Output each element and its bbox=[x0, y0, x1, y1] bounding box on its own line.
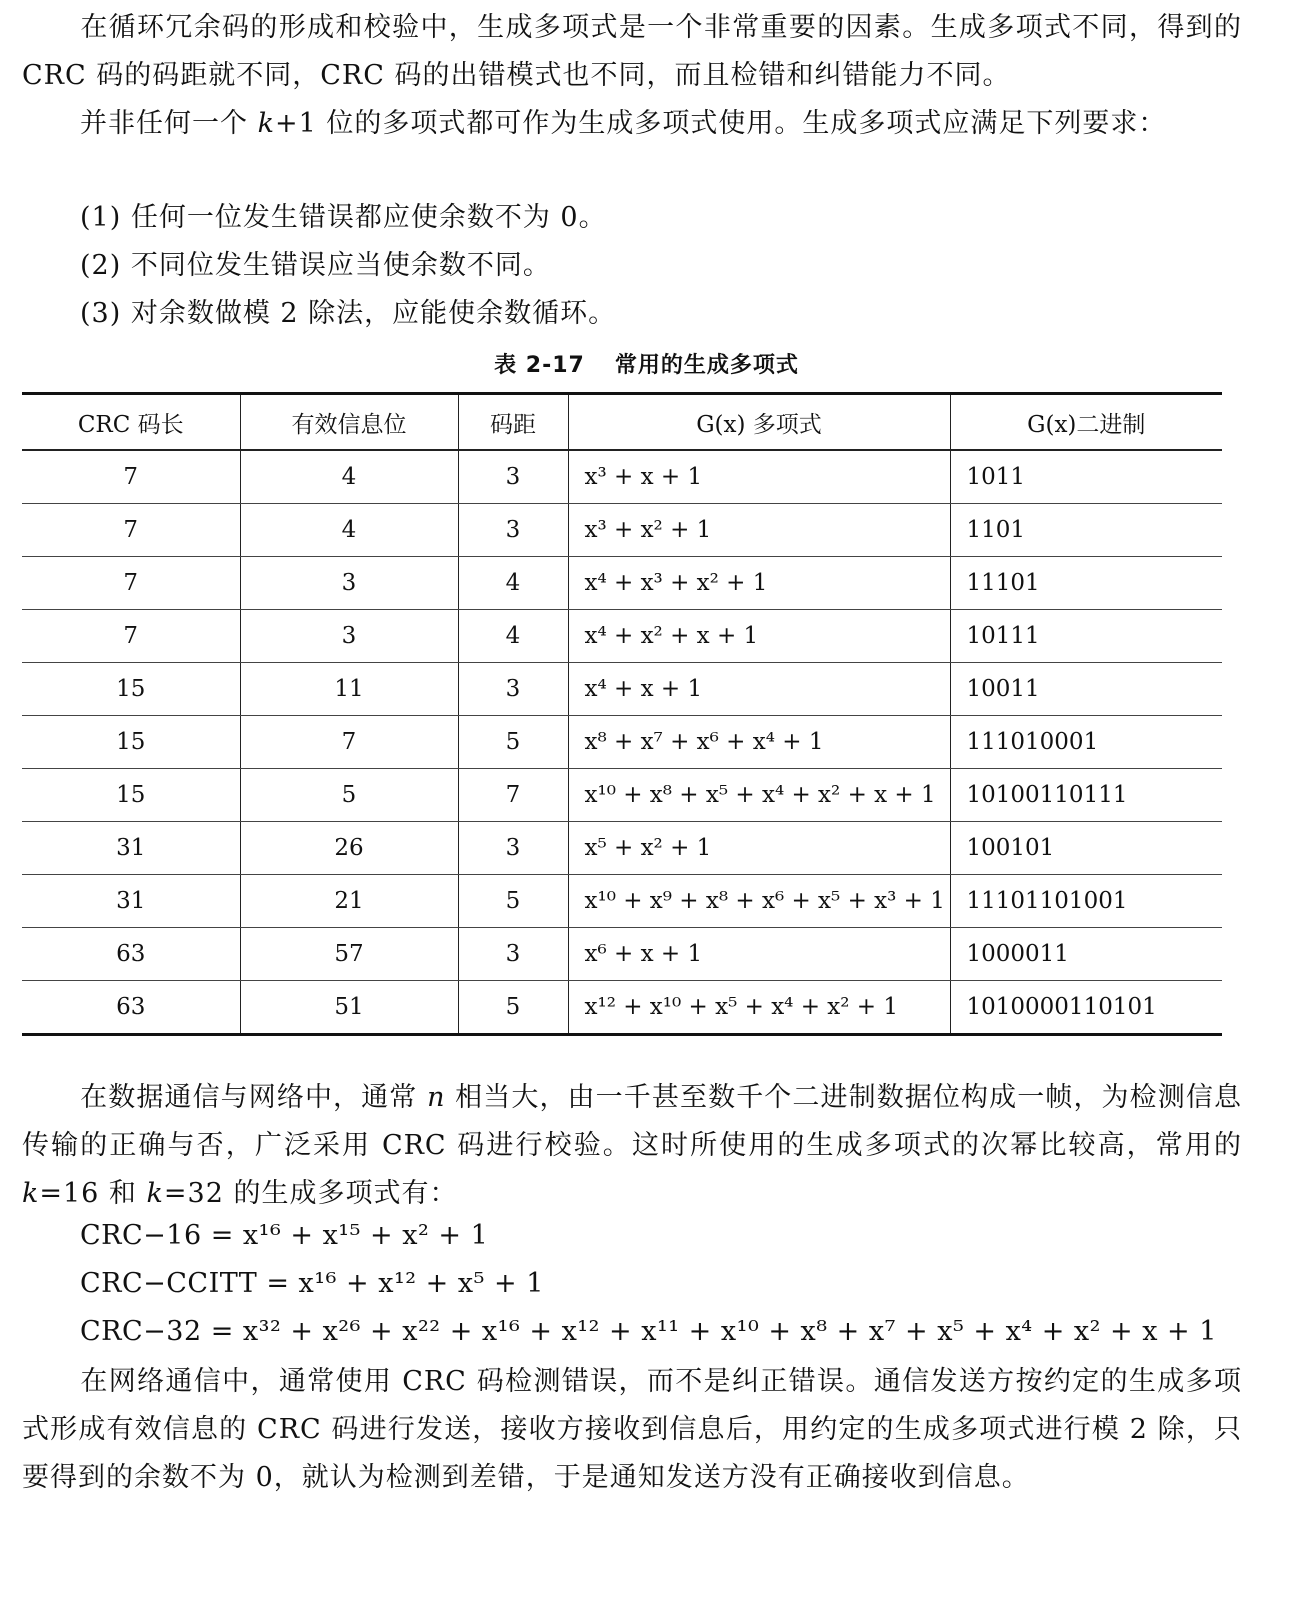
cell-crc-length: 7 bbox=[22, 450, 240, 504]
cell-binary: 10100110111 bbox=[950, 769, 1222, 822]
header-crc-length: CRC 码长 bbox=[22, 394, 240, 451]
table-row bbox=[22, 716, 1222, 769]
cell-info-bits: 51 bbox=[240, 981, 458, 1035]
cell-info-bits: 3 bbox=[240, 557, 458, 610]
cell-distance: 4 bbox=[458, 610, 568, 663]
cell-crc-length: 15 bbox=[22, 716, 240, 769]
cell-polynomial: x⁴ + x² + x + 1 bbox=[568, 610, 950, 663]
cell-binary: 11101 bbox=[950, 557, 1222, 610]
cell-binary: 10111 bbox=[950, 610, 1222, 663]
table-row bbox=[22, 822, 1222, 875]
header-polynomial: G(x) 多项式 bbox=[568, 394, 950, 451]
cell-polynomial: x³ + x² + 1 bbox=[568, 504, 950, 557]
table-caption-text: 常用的生成多项式 bbox=[614, 353, 799, 378]
cell-info-bits: 26 bbox=[240, 822, 458, 875]
cell-polynomial: x⁸ + x⁷ + x⁶ + x⁴ + 1 bbox=[568, 716, 950, 769]
intro-paragraph-2: 并非任何一个 k+1 位的多项式都可作为生成多项式使用。生成多项式应满足下列要求： bbox=[80, 108, 1167, 139]
cell-crc-length: 31 bbox=[22, 822, 240, 875]
table-row bbox=[22, 450, 1222, 504]
cell-binary: 11101101001 bbox=[950, 875, 1222, 928]
table-header-row bbox=[22, 394, 1222, 451]
cell-info-bits: 4 bbox=[240, 504, 458, 557]
table-row bbox=[22, 557, 1222, 610]
header-binary: G(x)二进制 bbox=[950, 394, 1222, 451]
requirement-item-1: (1) 任何一位发生错误都应使余数不为 0。 bbox=[80, 202, 607, 233]
cell-binary: 100101 bbox=[950, 822, 1222, 875]
cell-distance: 3 bbox=[458, 928, 568, 981]
cell-polynomial: x³ + x + 1 bbox=[568, 450, 950, 504]
requirement-item-3: (3) 对余数做模 2 除法，应能使余数循环。 bbox=[80, 298, 617, 329]
cell-binary: 1101 bbox=[950, 504, 1222, 557]
cell-distance: 3 bbox=[458, 504, 568, 557]
cell-polynomial: x¹² + x¹⁰ + x⁵ + x⁴ + x² + 1 bbox=[568, 981, 950, 1035]
intro-paragraph-1: 在循环冗余码的形成和校验中，生成多项式是一个非常重要的因素。生成多项式不同，得到的 CRC 码的码距就不同，CRC 码的出错模式也不同，而且检错和纠错能力不同。 bbox=[22, 12, 1242, 91]
table-row bbox=[22, 928, 1222, 981]
cell-crc-length: 7 bbox=[22, 610, 240, 663]
cell-polynomial: x⁴ + x³ + x² + 1 bbox=[568, 557, 950, 610]
table-row bbox=[22, 769, 1222, 822]
cell-distance: 4 bbox=[458, 557, 568, 610]
cell-binary: 111010001 bbox=[950, 716, 1222, 769]
cell-info-bits: 11 bbox=[240, 663, 458, 716]
formula-crc-16: CRC−16 = x¹⁶ + x¹⁵ + x² + 1 bbox=[80, 1220, 489, 1251]
cell-crc-length: 63 bbox=[22, 928, 240, 981]
table-caption bbox=[0, 350, 1293, 382]
cell-info-bits: 57 bbox=[240, 928, 458, 981]
cell-distance: 7 bbox=[458, 769, 568, 822]
after-paragraph-1: 在数据通信与网络中，通常 n 相当大，由一千甚至数千个二进制数据位构成一帧，为检测信息传输的正确与否，广泛采用 CRC 码进行校验。这时所使用的生成多项式的次幂比较高，常用的 k=16 和 k=32 的生成多项式有： bbox=[22, 1082, 1242, 1209]
formula-crc-32: CRC−32 = x³² + x²⁶ + x²² + x¹⁶ + x¹² + x¹¹ + x¹⁰ + x⁸ + x⁷ + x⁵ + x⁴ + x² + x + 1 bbox=[80, 1316, 1217, 1347]
cell-distance: 3 bbox=[458, 663, 568, 716]
cell-distance: 3 bbox=[458, 822, 568, 875]
cell-binary: 10011 bbox=[950, 663, 1222, 716]
cell-distance: 3 bbox=[458, 450, 568, 504]
cell-distance: 5 bbox=[458, 875, 568, 928]
header-info-bits: 有效信息位 bbox=[240, 394, 458, 451]
cell-crc-length: 15 bbox=[22, 769, 240, 822]
cell-distance: 5 bbox=[458, 716, 568, 769]
cell-info-bits: 5 bbox=[240, 769, 458, 822]
cell-polynomial: x¹⁰ + x⁹ + x⁸ + x⁶ + x⁵ + x³ + 1 bbox=[568, 875, 950, 928]
table-caption-number: 表 2-17 bbox=[494, 353, 585, 378]
requirement-item-2: (2) 不同位发生错误应当使余数不同。 bbox=[80, 250, 551, 281]
after-paragraph-2: 在网络通信中，通常使用 CRC 码检测错误，而不是纠正错误。通信发送方按约定的生成多项式形成有效信息的 CRC 码进行发送，接收方接收到信息后，用约定的生成多项式进行模 2 除，只要得到的余数不为 0，就认为检测到差错，于是通知发送方没有正确接收到信息。 bbox=[22, 1366, 1242, 1493]
cell-crc-length: 15 bbox=[22, 663, 240, 716]
cell-distance: 5 bbox=[458, 981, 568, 1035]
cell-polynomial: x⁶ + x + 1 bbox=[568, 928, 950, 981]
cell-binary: 1000011 bbox=[950, 928, 1222, 981]
table-row bbox=[22, 610, 1222, 663]
table-row bbox=[22, 875, 1222, 928]
cell-info-bits: 21 bbox=[240, 875, 458, 928]
cell-polynomial: x⁴ + x + 1 bbox=[568, 663, 950, 716]
cell-crc-length: 7 bbox=[22, 557, 240, 610]
crc-polynomial-table bbox=[22, 392, 1222, 1036]
cell-crc-length: 63 bbox=[22, 981, 240, 1035]
cell-polynomial: x¹⁰ + x⁸ + x⁵ + x⁴ + x² + x + 1 bbox=[568, 769, 950, 822]
table-row bbox=[22, 504, 1222, 557]
formula-crc-ccitt: CRC−CCITT = x¹⁶ + x¹² + x⁵ + 1 bbox=[80, 1268, 544, 1299]
header-distance: 码距 bbox=[458, 394, 568, 451]
cell-polynomial: x⁵ + x² + 1 bbox=[568, 822, 950, 875]
cell-info-bits: 7 bbox=[240, 716, 458, 769]
cell-info-bits: 3 bbox=[240, 610, 458, 663]
table-row bbox=[22, 663, 1222, 716]
cell-binary: 1010000110101 bbox=[950, 981, 1222, 1035]
cell-info-bits: 4 bbox=[240, 450, 458, 504]
table-row bbox=[22, 981, 1222, 1035]
cell-binary: 1011 bbox=[950, 450, 1222, 504]
cell-crc-length: 31 bbox=[22, 875, 240, 928]
cell-crc-length: 7 bbox=[22, 504, 240, 557]
